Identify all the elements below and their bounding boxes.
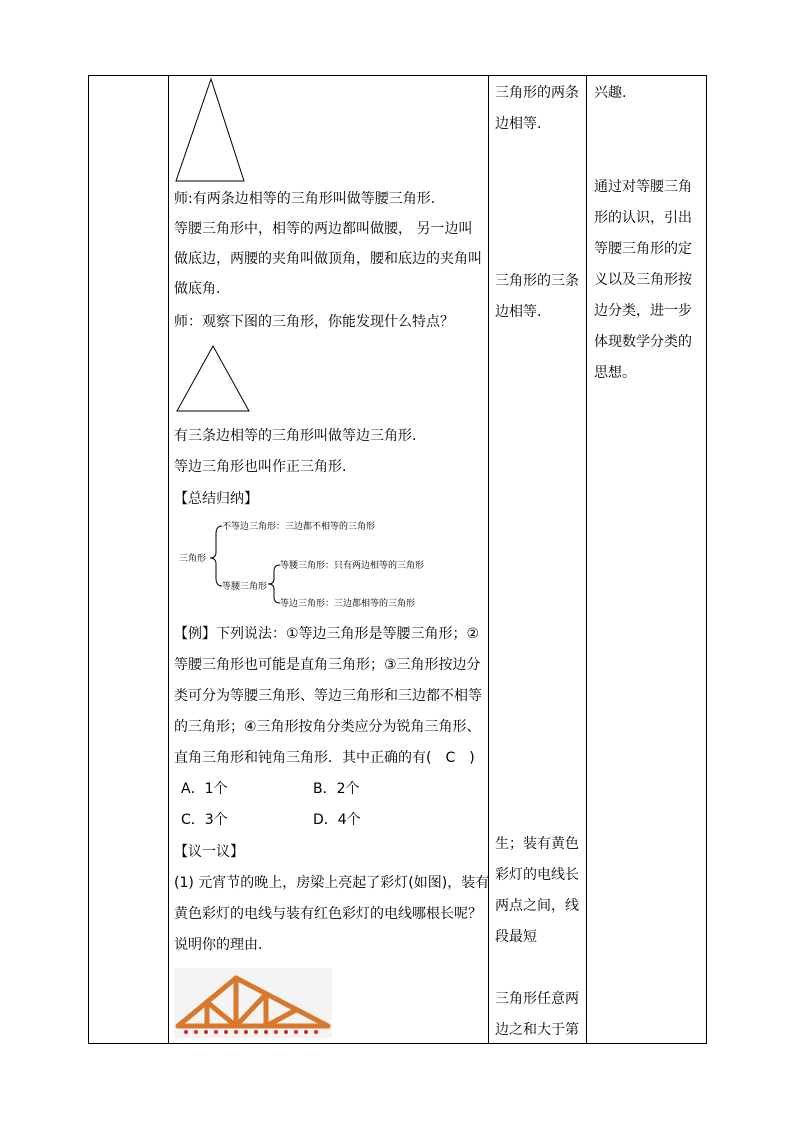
student-activity-column <box>489 76 586 1043</box>
student-answer-line: 三角形的三条 <box>495 273 579 289</box>
option-b: B．2个 <box>313 781 360 797</box>
example-line: 直角三角形和钝角三角形．其中正确的有( C ) <box>174 750 475 766</box>
intent-line: 形的认识，引出 <box>594 210 692 226</box>
student-answer-line: 三角形的两条 <box>495 85 579 101</box>
discuss-line: 说明你的理由. <box>174 937 263 953</box>
classification-diagram <box>174 516 454 616</box>
classification-isosceles: 等腰三角形 <box>222 582 268 592</box>
student-answer-line: 边相等. <box>495 304 542 320</box>
teaching-content-column <box>169 76 490 1043</box>
student-answer-line: 边之和大于第 <box>495 1022 579 1038</box>
teacher-question: 师：观察下图的三角形，你能发现什么特点？ <box>174 314 454 330</box>
intent-line: 兴趣. <box>594 85 627 101</box>
option-d: D．4个 <box>313 812 361 828</box>
isosceles-triangle-figure <box>174 77 246 183</box>
discuss-line: 黄色彩灯的电线与装有红色彩灯的电线哪根长呢？ <box>174 906 482 922</box>
roof-truss-lamps-illustration <box>174 968 332 1038</box>
example-line: 类可分为等腰三角形、等边三角形和三边都不相等 <box>174 688 482 704</box>
student-answer-line: 段最短 <box>495 929 537 945</box>
example-line: 【例】下列说法：①等边三角形是等腰三角形；② <box>174 626 480 642</box>
lesson-table <box>88 75 707 1044</box>
design-intent-column <box>587 76 707 1043</box>
student-answer-line: 边相等. <box>495 116 542 132</box>
intent-line: 通过对等腰三角 <box>594 179 692 195</box>
isosceles-terms-line: 等腰三角形中，相等的两边都叫做腰， 另一边叫 <box>174 221 473 237</box>
example-line: 的三角形；④三角形按角分类应分为锐角三角形、 <box>174 719 481 735</box>
discuss-heading: 【议一议】 <box>174 844 244 860</box>
classification-scalene: 不等边三角形：三边都不相等的三角形 <box>222 522 376 532</box>
summary-heading: 【总结归纳】 <box>174 491 258 507</box>
example-line: 等腰三角形也可能是直角三角形；③三角形按边分 <box>174 657 481 673</box>
option-c: C．3个 <box>181 812 228 828</box>
isosceles-terms-line: 做底角. <box>174 281 221 297</box>
equilateral-alias: 等边三角形也叫作正三角形. <box>174 459 347 475</box>
isosceles-definition: 师:有两条边相等的三角形叫做等腰三角形. <box>174 191 436 207</box>
classification-equilateral: 等边三角形：三边都相等的三角形 <box>280 599 416 609</box>
student-answer-line: 彩灯的电线长 <box>495 867 579 883</box>
equilateral-definition: 有三条边相等的三角形叫做等边三角形. <box>174 428 417 444</box>
option-a: A．1个 <box>181 781 228 797</box>
isosceles-terms-line: 做底边，两腰的夹角叫做顶角，腰和底边的夹角叫 <box>174 251 482 267</box>
classification-root: 三角形 <box>179 554 207 564</box>
intent-line: 思想。 <box>594 365 636 381</box>
intent-line: 等腰三角形的定 <box>594 241 692 257</box>
intent-line: 体现数学分类的 <box>594 334 692 350</box>
intent-line: 义以及三角形按 <box>594 272 692 288</box>
discuss-line: (1) 元宵节的晚上，房梁上亮起了彩灯(如图)，装有 <box>174 875 490 891</box>
student-answer-line: 两点之间，线 <box>495 898 579 914</box>
student-answer-line: 生；装有黄色 <box>495 836 579 852</box>
equilateral-triangle-figure <box>175 344 251 414</box>
intent-line: 边分类，进一步 <box>594 303 692 319</box>
student-answer-line: 三角形任意两 <box>495 991 579 1007</box>
classification-isosceles-only: 等腰三角形：只有两边相等的三角形 <box>280 561 425 571</box>
